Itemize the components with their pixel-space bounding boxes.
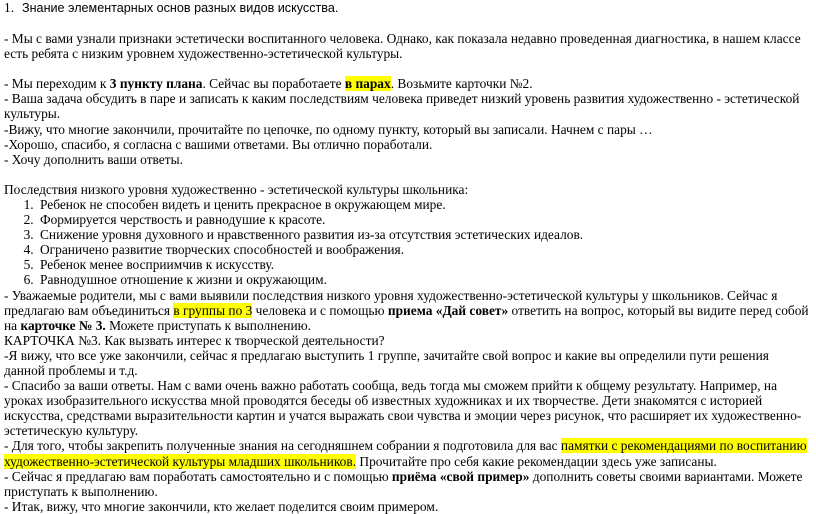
list-item: 5. Ребенок менее восприимчив к искусству. bbox=[37, 257, 812, 272]
pairs-plan-point: 3 пункту плана bbox=[109, 76, 203, 92]
list-item: 3. Снижение уровня духовного и нравственного развития из-за отсутствия эстетических идеалов. bbox=[37, 227, 812, 242]
memo-highlight: памятки с рекомендациями по воспитанию художественно-эстетической культуры младших школьников. bbox=[4, 438, 807, 469]
memo-paragraph bbox=[4, 438, 812, 468]
example-text-a: - Сейчас я предлагаю вам поработать самостоятельно и с помощью bbox=[4, 468, 392, 484]
memo-text-c: Прочитайте про себя какие рекомендации здесь уже записаны. bbox=[356, 453, 717, 469]
pairs-text-c: . Сейчас вы поработаете bbox=[202, 76, 345, 92]
groups-paragraph bbox=[4, 288, 812, 333]
groups-technique: приема «Дай совет» bbox=[387, 302, 509, 318]
card3-thanks: - Спасибо за ваши ответы. Нам с вами очень важно работать сообща, ведь тогда мы сможем прийти к общему результату. Например, на уроках изобразительного искусства мной проводятся беседы об известных художниках и их творчестве. Дети знакомятся с историей искусства, средствами выразительности картин и учатся выражать свои чувства и эмоции через рисунок, что расширяет их художественно-эстетическую культуру. bbox=[4, 378, 802, 439]
example-text-c: дополнить советы своими вариантами. Можете приступать к выполнению. bbox=[4, 468, 803, 499]
heading-text: Знание элементарных основ разных видов искусства. bbox=[22, 1, 339, 15]
card3-title: КАРТОЧКА №3. Как вызвать интерес к творческой деятельности? bbox=[4, 332, 385, 348]
final-paragraph: - Итак, вижу, что многие закончили, кто желает поделится своим примером. bbox=[4, 498, 439, 514]
spacer bbox=[4, 167, 812, 182]
pairs-good: -Хорошо, спасибо, я согласна с вашими ответами. Вы отлично поработали. bbox=[4, 136, 433, 152]
groups-text-c: человека и с помощью bbox=[252, 302, 388, 318]
section-heading bbox=[4, 0, 812, 16]
card3-see: -Я вижу, что все уже закончили, сейчас я предлагаю выступить 1 группе, зачитайте свой вопрос и какие вы определили пути решения данной проблемы и т.д. bbox=[4, 347, 769, 378]
example-technique: приёма «свой пример» bbox=[391, 468, 530, 484]
groups-card: карточке № 3. bbox=[20, 317, 106, 333]
list-item: 1. Ребенок не способен видеть и ценить прекрасное в окружающем мире. bbox=[37, 197, 812, 212]
heading-number: 1. bbox=[4, 0, 15, 15]
list-item: 2. Формируется черствость и равнодушие к красоте. bbox=[37, 212, 812, 227]
pairs-add: - Хочу дополнить ваши ответы. bbox=[4, 151, 183, 167]
example-paragraph bbox=[4, 469, 812, 499]
groups-text-e: ответить на вопрос, который вы видите перед собой на bbox=[4, 302, 809, 333]
groups-text-a: - Уважаемые родители, мы с вами выявили последствия низкого уровня художественно-эстетической культуры у школьников. Сейчас я предлагаю вам объединиться bbox=[4, 287, 778, 318]
pairs-see: -Вижу, что многие закончили, прочитайте по цепочке, по одному пункту, который вы записали. Начнем с пары … bbox=[4, 121, 653, 137]
groups-text-g: Можете приступать к выполнению. bbox=[105, 317, 311, 333]
groups-highlight: в группы по 3 bbox=[173, 302, 253, 318]
intro-paragraph: - Мы с вами узнали признаки эстетически воспитанного человека. Однако, как показала недавно проведенная диагностика, в нашем классе есть ребята с низким уровнем художественно-эстетической культуры. bbox=[4, 31, 801, 62]
pairs-highlight: в парах bbox=[344, 76, 391, 92]
spacer bbox=[4, 16, 812, 31]
consequences-title: Последствия низкого уровня художественно - эстетической культуры школьника: bbox=[4, 181, 469, 197]
pairs-text-a: - Мы переходим к bbox=[4, 76, 110, 92]
pairs-paragraph bbox=[4, 76, 812, 91]
pairs-text-e: . Возьмите карточки №2. bbox=[390, 76, 533, 92]
list-item: 4. Ограничено развитие творческих способностей и воображения. bbox=[37, 242, 812, 257]
pairs-task: - Ваша задача обсудить в паре и записать к каким последствиям человека приведет низкий уровень развития художественно - эстетической культуры. bbox=[4, 91, 800, 122]
spacer bbox=[4, 61, 812, 76]
memo-text-a: - Для того, чтобы закрепить полученные знания на сегодняшнем собрании я подготовила для вас bbox=[4, 438, 561, 454]
consequences-list bbox=[4, 197, 812, 288]
list-item: 6. Равнодушное отношение к жизни и окружающим. bbox=[37, 272, 812, 287]
